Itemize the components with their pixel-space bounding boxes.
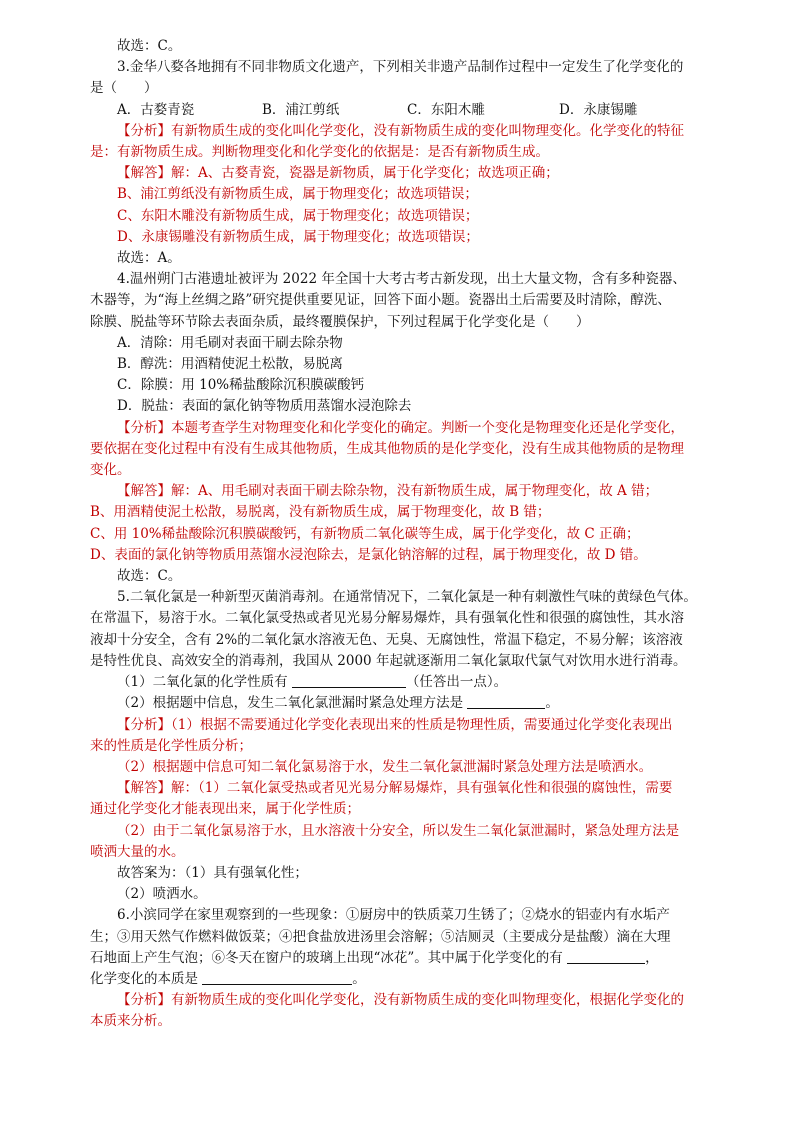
q3-analysis-line1 <box>90 121 724 142</box>
q5-stem-line3: 液却十分安全，含有 2%的二氧化氯水溶液无色、无臭、无腐蚀性，常温下稳定，不易分解；该溶液 <box>90 631 683 648</box>
q6-stem-suffix4: 。 <box>352 970 366 987</box>
q6-stem-text3: 石地面上产生气泡；⑥冬天在窗户的玻璃上出现“冰花”。其中属于化学变化的有 <box>90 949 568 966</box>
q3-option-c: C．东阳木雕 <box>407 101 485 118</box>
q3-answer-text1: 解：A、古婺青瓷，瓷器是新物质，属于化学变化；故选项正确； <box>171 165 559 182</box>
q5-subquestion-2 <box>90 693 724 714</box>
q3-option-b: B．浦江剪纸 <box>262 101 340 118</box>
q5-subquestion-1 <box>90 672 724 693</box>
q5-sub1-text: （1）二氧化氯的化学性质有 <box>117 674 292 691</box>
answer-blank <box>467 694 545 709</box>
q5-sub2-suffix: 。 <box>545 695 559 712</box>
q6-stem-line4 <box>90 969 724 990</box>
q4-answer-line3: C、用 10%稀盐酸除沉积膜碳酸钙，有新物质二氧化碳等生成，属于化学变化，故 C 正确； <box>90 525 640 542</box>
q6-stem-line1: 6.小滨同学在家里观察到的一些现象：①厨房中的铁质菜刀生锈了；②烧水的铝壶内有水垢产 <box>117 907 670 924</box>
q6-stem-line2: 生；③用天然气作燃料做饭菜；④把食盐放进汤里会溶解；⑤洁厕灵（主要成分是盐酸）滴在大理 <box>90 928 671 945</box>
q5-analysis-line1 <box>90 715 724 736</box>
q5-stem-line2: 在常温下，易溶于水。二氧化氯受热或者见光易分解易爆炸，具有强氧化性和很强的腐蚀性，其水溶 <box>90 610 684 627</box>
q4-stem-line2: 木器等，为“海上丝绸之路”研究提供重要见证，回答下面小题。瓷器出土后需要及时清除，醇洗、 <box>90 292 671 309</box>
answer-tag: 【解答】 <box>117 483 171 500</box>
q3-options <box>90 100 724 121</box>
q5-sub2-text: （2）根据题中信息，发生二氧化氯泄漏时紧急处理方法是 <box>117 695 468 712</box>
q5-answer-text1: 解：（1）二氧化氯受热或者见光易分解易爆炸，具有强氧化性和很强的腐蚀性，需要 <box>171 780 673 797</box>
q4-analysis-line2: 要依据在变化过程中有没有生成其他物质，生成其他物质的是化学变化，没有生成其他物质的是物理 <box>90 440 684 457</box>
q2-conclusion: 故选：C。 <box>117 38 182 54</box>
analysis-tag: 【分析】 <box>117 716 171 733</box>
answer-tag: 【解答】 <box>117 165 171 182</box>
q5-sub1-suffix: （任答出一点）。 <box>405 674 508 691</box>
q3-stem-line2: 是（ ） <box>90 80 158 97</box>
answer-blank <box>567 949 645 964</box>
q5-analysis-line3: （2）根据题中信息可知二氧化氯易溶于水，发生二氧化氯泄漏时紧急处理方法是喷洒水。 <box>117 758 653 775</box>
q3-analysis-line2: 是：有新物质生成。判断物理变化和化学变化的依据是：是否有新物质生成。 <box>90 144 549 161</box>
q4-stem-line1: 4.温州朔门古港遗址被评为 2022 年全国十大考古考古新发现，出土大量文物，含有多种瓷器、 <box>117 271 686 288</box>
q5-answer-line4: 喷洒大量的水。 <box>90 843 185 860</box>
answer-blank <box>292 673 406 688</box>
analysis-tag: 【分析】 <box>117 992 171 1009</box>
analysis-tag: 【分析】 <box>117 122 171 139</box>
q4-answer-text1: 解：A、用毛刷对表面干刷去除杂物，没有新物质生成，属于物理变化，故 A 错； <box>171 483 659 500</box>
answer-tag: 【解答】 <box>117 780 171 797</box>
q4-option-b: B．醇洗：用酒精使泥土松散，易脱离 <box>117 356 343 373</box>
q6-stem-suffix3: ， <box>645 949 659 966</box>
q4-option-c: C．除膜：用 10%稀盐酸除沉积膜碳酸钙 <box>117 377 365 394</box>
q4-analysis-text1: 本题考查学生对物理变化和化学变化的确定。判断一个变化是物理变化还是化学变化， <box>171 419 684 436</box>
q4-answer-line2: B、用酒精使泥土松散，易脱离，没有新物质生成，属于物理变化，故 B 错； <box>90 504 551 521</box>
q4-analysis-line1 <box>90 418 724 439</box>
q3-stem-line1: 3.金华八婺各地拥有不同非物质文化遗产，下列相关非遗产品制作过程中一定发生了化学变化的 <box>117 59 684 76</box>
q5-stem-line1: 5.二氧化氯是一种新型灭菌消毒剂。在通常情况下，二氧化氯是一种有刺激性气味的黄绿色气体。 <box>117 589 697 606</box>
analysis-tag: 【分析】 <box>117 419 171 436</box>
q4-stem-line3: 除膜、脱盐等环节除去表面杂质，最终覆膜保护，下列过程属于化学变化是（ ） <box>90 313 590 330</box>
q3-option-d: D．永康锡雕 <box>559 101 638 118</box>
q4-conclusion: 故选：C。 <box>117 568 182 585</box>
q5-stem-line4: 是特性优良、高效安全的消毒剂，我国从 2000 年起就逐渐用二氧化氯取代氯气对饮用水进行消毒。 <box>90 652 687 669</box>
q4-answer-line4: D、表面的氯化钠等物质用蒸馏水浸泡除去，是氯化钠溶解的过程，属于物理变化，故 D 错。 <box>90 546 647 563</box>
q6-stem-text4: 化学变化的本质是 <box>90 970 203 987</box>
q6-stem-line3 <box>90 948 724 969</box>
q6-analysis-text1: 有新物质生成的变化叫化学变化，没有新物质生成的变化叫物理变化，根据化学变化的 <box>171 992 684 1009</box>
q4-analysis-line3: 变化。 <box>90 462 131 479</box>
q3-conclusion: 故选：A。 <box>117 250 181 267</box>
q3-analysis-text1: 有新物质生成的变化叫化学变化，没有新物质生成的变化叫物理变化。化学变化的特征 <box>171 122 684 139</box>
answer-blank <box>202 970 352 985</box>
q4-option-d: D．脱盐：表面的氯化钠等物质用蒸馏水浸泡除去 <box>117 398 412 415</box>
q5-analysis-text1: （1）根据不需要通过化学变化表现出来的性质是物理性质，需要通过化学变化表现出 <box>171 716 673 733</box>
q5-answer-line2: 通过化学变化才能表现出来，属于化学性质； <box>90 801 360 818</box>
q4-answer-line1 <box>90 481 724 502</box>
q6-analysis-line1 <box>90 990 724 1011</box>
q6-analysis-line2: 本质来分析。 <box>90 1013 171 1030</box>
q5-final-answer-1: 故答案为：（1）具有强氧化性； <box>117 864 308 881</box>
q5-final-answer-2: （2）喷洒水。 <box>117 886 207 903</box>
q5-answer-line3: （2）由于二氧化氯易溶于水，且水溶液十分安全，所以发生二氧化氯泄漏时，紧急处理方法是 <box>117 822 680 839</box>
q3-answer-line2: B、浦江剪纸没有新物质生成，属于物理变化；故选项错误； <box>117 186 478 203</box>
q3-answer-line4: D、永康锡雕没有新物质生成，属于物理变化；故选项错误； <box>117 228 479 245</box>
q3-answer-line1 <box>90 163 724 184</box>
q4-option-a: A．清除：用毛刷对表面干刷去除杂物 <box>117 334 343 351</box>
q5-analysis-line2: 来的性质是化学性质分析； <box>90 737 252 754</box>
q3-answer-line3: C、东阳木雕没有新物质生成，属于物理变化；故选项错误； <box>117 207 479 224</box>
q3-option-a: A．古婺青瓷 <box>117 101 195 118</box>
q5-answer-line1 <box>90 778 724 799</box>
